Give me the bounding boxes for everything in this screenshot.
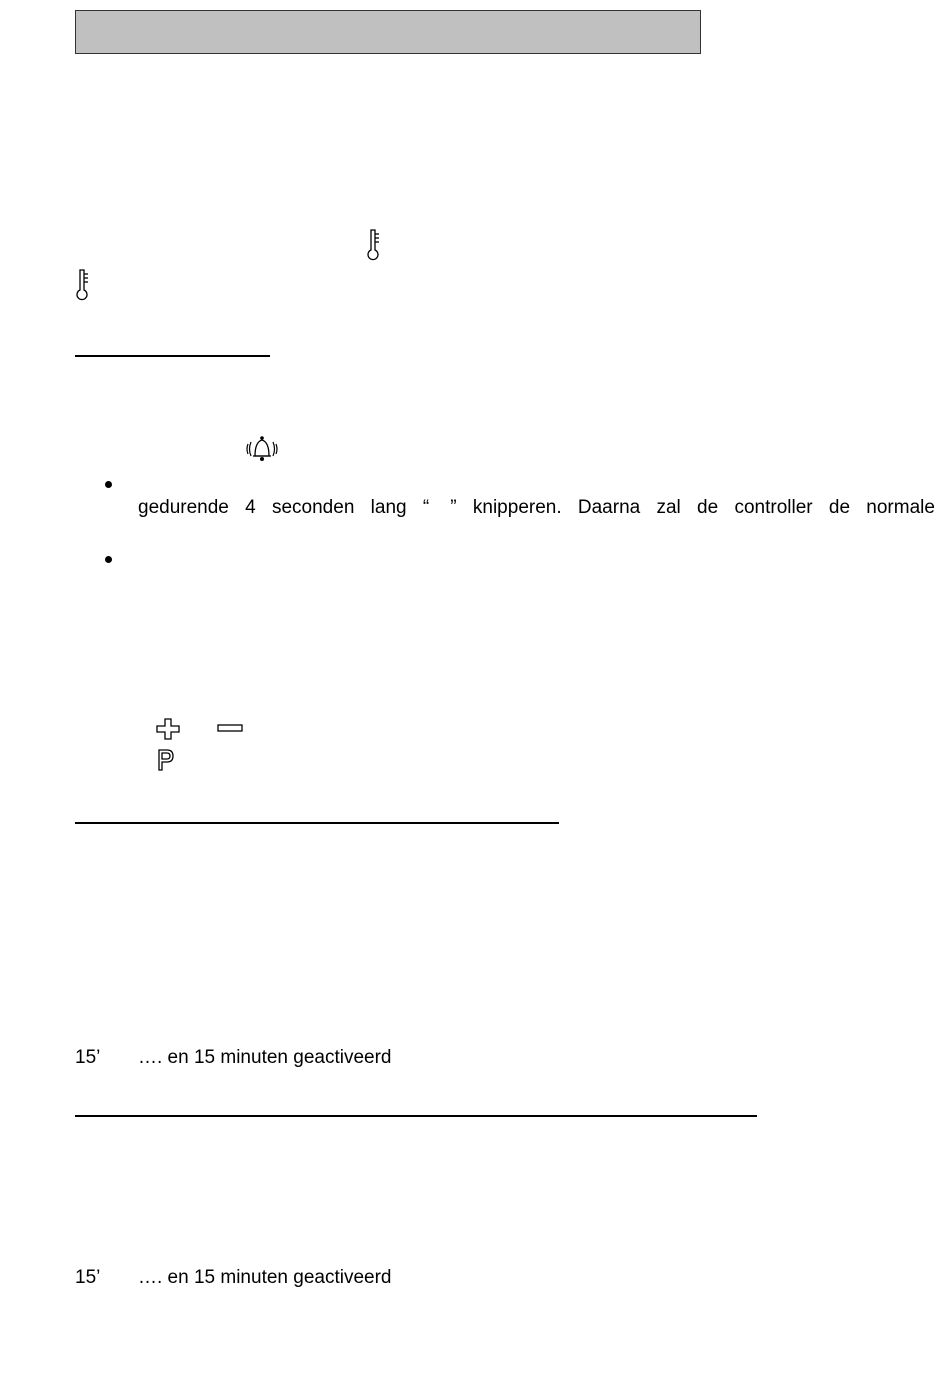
word: controller: [734, 497, 813, 518]
timer-text: …. en 15 minuten geactiveerd: [138, 1267, 392, 1288]
word: seconden: [271, 497, 355, 518]
bullet-point: [105, 481, 112, 488]
thermometer-icon: [365, 228, 383, 262]
word: “ ”: [422, 497, 457, 518]
heading-underline: [75, 355, 270, 357]
heading-underline: [75, 1115, 757, 1117]
heading-underline: [75, 822, 559, 824]
word: gedurende: [138, 497, 229, 518]
word: zal: [656, 497, 681, 518]
instruction-text-line: [138, 496, 935, 520]
word: de: [697, 497, 719, 518]
word: de: [828, 497, 851, 518]
program-p-icon: [156, 748, 176, 772]
bullet-point: [105, 556, 112, 563]
thermometer-icon: [74, 268, 92, 302]
timer-text: …. en 15 minuten geactiveerd: [138, 1047, 392, 1068]
timer-label: 15’: [75, 1047, 101, 1068]
word: knipperen.: [472, 497, 562, 518]
minus-icon: [217, 723, 243, 733]
alarm-bell-icon: [244, 432, 280, 466]
word: 4: [245, 497, 256, 518]
plus-icon: [156, 718, 180, 740]
word: lang: [370, 497, 407, 518]
timer-label: 15’: [75, 1267, 101, 1288]
word: Daarna: [577, 497, 641, 518]
word: normale: [866, 497, 935, 518]
section-header-bar: [75, 10, 701, 54]
